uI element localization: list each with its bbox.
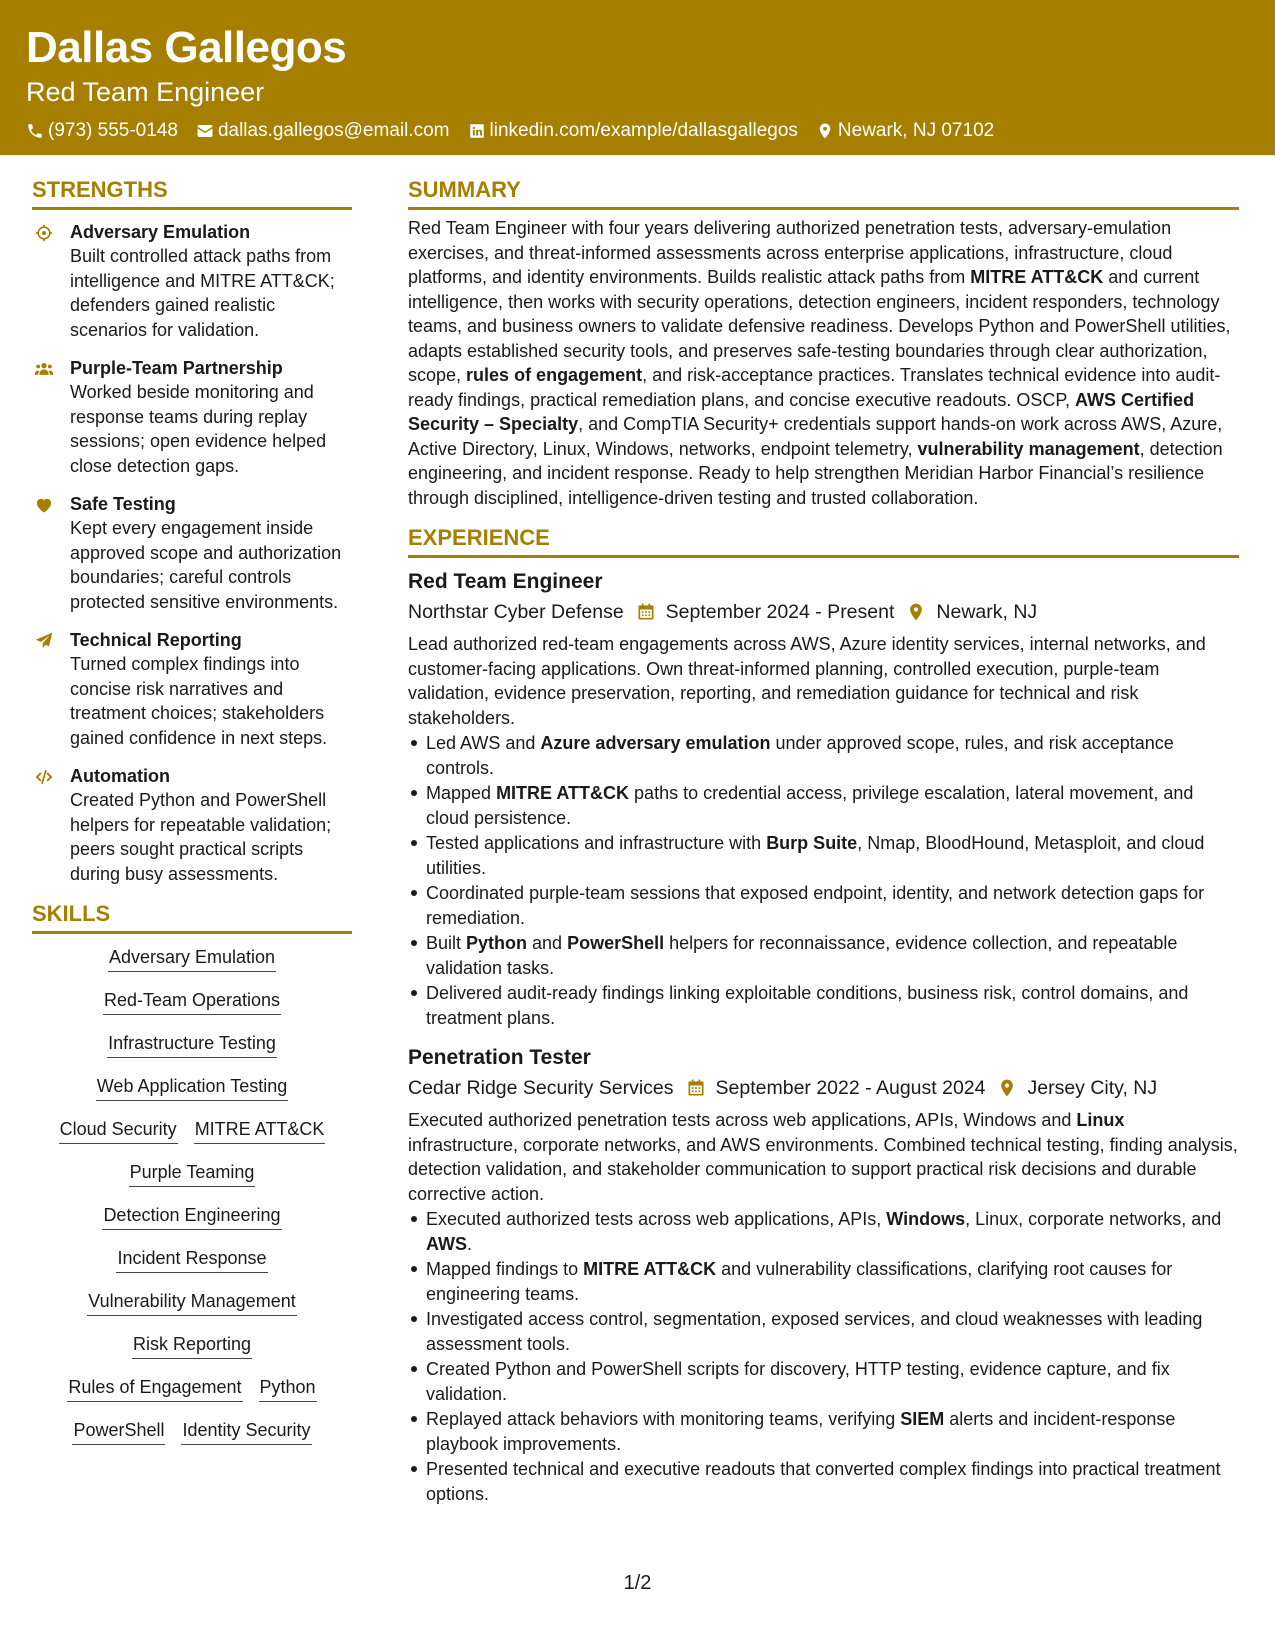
- job-company: Cedar Ridge Security Services: [408, 1077, 674, 1099]
- page-number: 1/2: [623, 1572, 652, 1594]
- text-segment: alerts and incident-response playbook improvements.: [426, 1409, 1176, 1454]
- emphasis-text: Linux: [1076, 1110, 1125, 1130]
- text-segment: Replayed attack behaviors with monitoring teams, verifying: [426, 1409, 901, 1429]
- text-segment: Executed authorized penetration tests across web applications, APIs, Windows and: [408, 1110, 1077, 1130]
- strength-title: Technical Reporting: [70, 630, 242, 650]
- skills-list: [32, 944, 352, 1460]
- text-segment: Delivered audit-ready findings linking exploitable conditions, business risk, control domains, and treatment plans.: [426, 983, 1189, 1028]
- text-segment: helpers for reconnaissance, evidence collection, and repeatable validation tasks.: [426, 933, 1178, 978]
- bullet-item: [408, 1207, 1239, 1256]
- job-meta: [408, 598, 1239, 626]
- code-icon: [33, 767, 55, 787]
- strength-item: [32, 764, 352, 886]
- summary-text: [408, 216, 1239, 510]
- bullet-item: [408, 1257, 1239, 1306]
- bullet-item: [408, 1407, 1239, 1456]
- job-location: Newark, NJ: [936, 601, 1038, 623]
- text-segment: infrastructure, corporate networks, and AWS environments. Combined technical testing, finding analysis, detection validation, and stakeholder communication to support practical risk decisions and durable corrective action.: [408, 1134, 1238, 1204]
- text-segment: , and risk-acceptance practices. Translates technical evidence into audit-ready findings, practical remediation plans, and concise executive readouts. OSCP,: [408, 365, 1221, 410]
- text-segment: and vulnerability classifications, clarifying root causes for engineering teams.: [426, 1259, 1173, 1304]
- text-segment: Led AWS and: [426, 733, 541, 753]
- contact-email[interactable]: [196, 120, 450, 142]
- bullet-item: [408, 1457, 1239, 1506]
- candidate-role: Red Team Engineer: [26, 77, 265, 107]
- text-segment: Mapped: [426, 783, 497, 803]
- emphasis-text: MITRE ATT&CK: [970, 267, 1104, 287]
- phone-icon: [26, 122, 44, 140]
- text-segment: , Linux, corporate networks, and: [965, 1209, 1222, 1229]
- location-pin-icon: [997, 1078, 1017, 1098]
- job-title: Red Team Engineer: [408, 570, 603, 593]
- skills-heading: SKILLS: [32, 900, 352, 934]
- text-segment: Red Team Engineer with four years delivering authorized penetration tests, adversary-emulation exercises, and threat-informed assessments across enterprise applications, infrastructure, cloud platforms, and identity environments. Builds realistic attack paths from: [408, 218, 1173, 287]
- text-segment: Created Python and PowerShell scripts for discovery, HTTP testing, evidence capture, and fix validation.: [426, 1359, 1170, 1404]
- email-icon: [196, 122, 214, 140]
- bullet-item: [408, 831, 1239, 880]
- job-entry: [408, 568, 1239, 1030]
- location-pin-icon: [906, 602, 926, 622]
- job-description: [408, 1108, 1239, 1206]
- paper-plane-icon: [33, 631, 55, 651]
- strength-title: Automation: [70, 766, 170, 786]
- skill-tag: Purple Teaming: [129, 1159, 256, 1187]
- bullet-item: [408, 1357, 1239, 1406]
- skill-tag: Red-Team Operations: [103, 987, 281, 1015]
- text-segment: .: [467, 1233, 473, 1254]
- emphasis-text: rules of engagement: [466, 365, 643, 385]
- crosshair-icon: [33, 223, 55, 243]
- text-segment: Mapped findings to: [426, 1259, 584, 1279]
- job-meta: [408, 1074, 1239, 1102]
- emphasis-text: Azure adversary emulation: [540, 733, 771, 753]
- strength-item: [32, 356, 352, 478]
- contact-bar: [26, 120, 1249, 142]
- skill-tag: Detection Engineering: [102, 1202, 281, 1230]
- job-bullets: [408, 731, 1239, 1030]
- skill-tag: Python: [259, 1374, 317, 1402]
- text-segment: under approved scope, rules, and risk acceptance controls.: [426, 733, 1174, 778]
- skill-tag: Identity Security: [181, 1417, 311, 1445]
- emphasis-text: Burp Suite: [766, 833, 858, 853]
- skill-tag: Web Application Testing: [96, 1073, 288, 1101]
- skill-tag: Rules of Engagement: [67, 1374, 242, 1402]
- calendar-icon: [636, 602, 656, 622]
- location-icon: [816, 122, 834, 140]
- text-segment: , Nmap, BloodHound, Metasploit, and cloud utilities.: [426, 833, 1205, 878]
- text-segment: Coordinated purple-team sessions that exposed endpoint, identity, and network detection gaps for remediation.: [426, 883, 1205, 928]
- strength-title: Safe Testing: [70, 494, 176, 514]
- right-column: [408, 176, 1239, 1507]
- emphasis-text: AWS Certified Security – Specialty: [408, 389, 1195, 434]
- skill-tag: Incident Response: [116, 1245, 267, 1273]
- job-company: Northstar Cyber Defense: [408, 601, 624, 623]
- users-icon: [33, 359, 55, 379]
- emphasis-text: Python: [466, 933, 528, 953]
- job-dates: September 2022 - August 2024: [715, 1077, 986, 1099]
- text-segment: Presented technical and executive readouts that converted complex findings into practical treatment options.: [426, 1459, 1221, 1504]
- emphasis-text: PowerShell: [567, 933, 665, 953]
- experience-section: [408, 524, 1239, 1506]
- contact-phone-text: (973) 555-0148: [48, 120, 178, 141]
- bullet-item: [408, 1307, 1239, 1356]
- bullet-item: [408, 981, 1239, 1030]
- heart-icon: [33, 495, 55, 515]
- strength-desc: Kept every engagement inside approved scope and authorization boundaries; careful controls protected sensitive environments.: [70, 518, 342, 612]
- text-segment: paths to credential access, privilege escalation, lateral movement, and cloud persistence.: [426, 783, 1194, 828]
- contact-linkedin-text: linkedin.com/example/dallasgallegos: [489, 120, 798, 141]
- skill-tag: Adversary Emulation: [108, 944, 276, 972]
- emphasis-text: SIEM: [900, 1409, 945, 1429]
- contact-phone[interactable]: [26, 120, 178, 142]
- experience-heading: EXPERIENCE: [408, 524, 1239, 558]
- strength-desc: Worked beside monitoring and response teams during replay sessions; open evidence helped close detection gaps.: [70, 382, 327, 476]
- emphasis-text: AWS: [426, 1233, 468, 1254]
- strength-item: [32, 628, 352, 750]
- contact-email-text: dallas.gallegos@email.com: [217, 120, 450, 141]
- skill-tag: Vulnerability Management: [87, 1288, 296, 1316]
- bullet-item: [408, 931, 1239, 980]
- resume-header: [0, 0, 1275, 155]
- text-segment: and: [527, 933, 568, 953]
- text-segment: Lead authorized red-team engagements across AWS, Azure identity services, internal networks, and customer-facing applications. Own threat-informed planning, controlled execution, purple-team validation, evidence preservation, reporting, and remediation guidance for technical and risk stakeholders.: [408, 634, 1206, 728]
- strength-item: [32, 220, 352, 342]
- text-segment: Investigated access control, segmentation, exposed services, and cloud weaknesses with leading assessment tools.: [426, 1309, 1203, 1354]
- job-title: Penetration Tester: [408, 1046, 591, 1069]
- emphasis-text: MITRE ATT&CK: [496, 783, 630, 803]
- strengths-list: [32, 220, 352, 886]
- contact-location-text: Newark, NJ 07102: [837, 120, 995, 141]
- strength-title: Adversary Emulation: [70, 222, 251, 242]
- skill-tag: PowerShell: [72, 1417, 165, 1445]
- text-segment: Built: [426, 933, 467, 953]
- calendar-icon: [686, 1078, 706, 1098]
- text-segment: , and CompTIA Security+ credentials support hands-on work across AWS, Azure, Active Directory, Linux, Windows, networks, endpoint telemetry,: [408, 414, 1223, 459]
- strength-desc: Built controlled attack paths from intelligence and MITRE ATT&CK; defenders gained realistic scenarios for validation.: [70, 246, 335, 340]
- bullet-item: [408, 781, 1239, 830]
- skill-tag: MITRE ATT&CK: [194, 1116, 326, 1144]
- contact-linkedin[interactable]: [468, 120, 798, 142]
- job-bullets: [408, 1207, 1239, 1506]
- job-location: Jersey City, NJ: [1027, 1077, 1158, 1099]
- linkedin-icon: [468, 122, 486, 140]
- summary-heading: SUMMARY: [408, 176, 1239, 210]
- bullet-item: [408, 731, 1239, 780]
- skill-tag: Cloud Security: [59, 1116, 178, 1144]
- candidate-name: Dallas Gallegos: [26, 23, 347, 72]
- job-entry: [408, 1044, 1239, 1506]
- text-segment: Executed authorized tests across web applications, APIs,: [426, 1209, 887, 1229]
- emphasis-text: vulnerability management: [917, 438, 1140, 459]
- job-dates: September 2024 - Present: [665, 601, 895, 623]
- emphasis-text: Windows: [886, 1209, 966, 1229]
- emphasis-text: MITRE ATT&CK: [583, 1259, 717, 1279]
- text-segment: and current intelligence, then works with security operations, detection engineers, incident responders, technology teams, and business owners to validate defensive readiness. Develops Python and PowerShell utilities, adapts established security tools, and preserves safe-testing boundaries through clear authorization, scope,: [408, 267, 1231, 385]
- text-segment: Tested applications and infrastructure with: [426, 833, 767, 853]
- bullet-item: [408, 881, 1239, 930]
- left-column: [32, 176, 352, 1460]
- strength-title: Purple-Team Partnership: [70, 358, 283, 378]
- text-segment: , detection engineering, and incident response. Ready to help strengthen Meridian Harbor Financial’s resilience through disciplined, intelligence-driven testing and trusted collaboration.: [408, 438, 1223, 508]
- skill-tag: Infrastructure Testing: [107, 1030, 277, 1058]
- job-description: [408, 632, 1239, 730]
- skill-tag: Risk Reporting: [132, 1331, 252, 1359]
- strength-desc: Created Python and PowerShell helpers for repeatable validation; peers sought practical scripts during busy assessments.: [70, 790, 332, 884]
- strength-item: [32, 492, 352, 614]
- strength-desc: Turned complex findings into concise risk narratives and treatment choices; stakeholders gained confidence in next steps.: [70, 654, 328, 748]
- contact-location: [816, 120, 994, 142]
- strengths-heading: STRENGTHS: [32, 176, 352, 210]
